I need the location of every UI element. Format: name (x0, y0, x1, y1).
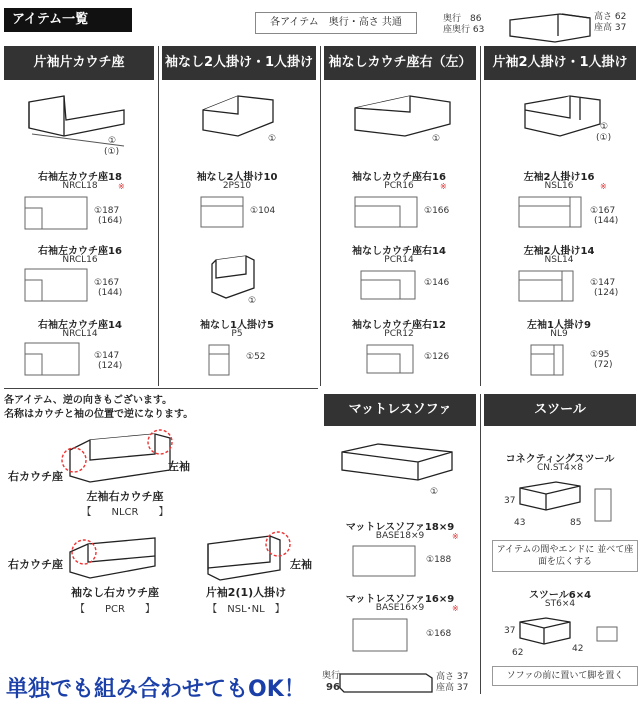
note-mark: ※ (600, 182, 607, 191)
item-code: 2PS10 (222, 181, 252, 191)
stool-description: ソファの前に置いて脚を置く (492, 666, 638, 686)
ref-depth: 奥行 86 (443, 14, 482, 24)
dim-width: ①104 (250, 206, 276, 216)
mattress-depth-value: 96 (326, 682, 340, 693)
item-name: 左袖2人掛け16 (523, 172, 595, 183)
mattress-depth-label: 奥行 (322, 671, 341, 681)
note-mark: ※ (452, 532, 459, 541)
divider (480, 46, 481, 386)
plan-view (24, 268, 88, 302)
col2-header: 袖なし2人掛け・1人掛け (162, 46, 316, 80)
item-name: コネクティングスツール (505, 454, 615, 465)
common-size-note: 各アイテム 奥行・高さ 共通 (255, 12, 417, 34)
circle-one-label: ① (268, 134, 277, 144)
divider (480, 394, 481, 694)
ref-height: 高さ 62 (594, 12, 627, 22)
col4-header: 片袖2人掛け・1人掛け (484, 46, 636, 80)
item-name: 袖なしカウチ座右14 (352, 246, 446, 257)
dim-inner: (144) (98, 288, 123, 298)
example-name: 左袖右カウチ座 (86, 490, 164, 503)
armless-1seat-drawing (206, 254, 266, 310)
dim-width: ①147 (590, 278, 616, 288)
item-name: 袖なしカウチ座右16 (352, 172, 446, 183)
circle-one-label: ① (432, 134, 441, 144)
dim-width: ①52 (246, 352, 266, 362)
note-mark: ※ (440, 182, 447, 191)
circle-one-label: ① (248, 296, 257, 306)
plan-view (200, 196, 244, 228)
example-name: 袖なし右カウチ座 (71, 586, 159, 599)
example-code: 【 NLCR 】 (81, 507, 169, 518)
plan-view (24, 342, 80, 376)
item-code: ST6×4 (544, 599, 576, 609)
mattress-header: マットレスソファ (324, 394, 476, 426)
item-code: BASE16×9 (375, 603, 425, 613)
item-name: 袖なし1人掛け5 (200, 320, 274, 331)
plan-view (596, 626, 618, 642)
plan-view (530, 344, 564, 376)
dim-width: ①95 (590, 350, 610, 360)
reverse-example-sofa1 (60, 430, 180, 490)
armless-couch-drawing (350, 90, 460, 150)
plan-view (352, 545, 416, 577)
stool-height: 37 (504, 626, 516, 636)
dim-width: ①167 (94, 278, 120, 288)
stool-depth: 43 (514, 518, 526, 528)
example-name: 片袖2(1)人掛け (205, 586, 287, 599)
item-name: 左袖1人掛け9 (527, 320, 591, 331)
dim-width: ①126 (424, 352, 450, 362)
item-code: NRCL18 (62, 181, 98, 191)
item-code: BASE18×9 (375, 531, 425, 541)
example-code: 【 NSL･NL 】 (207, 604, 285, 615)
plan-view (360, 270, 416, 300)
plan-view (518, 270, 574, 302)
dim-inner: (124) (98, 361, 123, 371)
callout-left-arm: 左袖 (290, 558, 312, 571)
dim-inner: (72) (594, 360, 613, 370)
item-code: PCR12 (384, 329, 414, 339)
stool-width: 42 (572, 644, 584, 654)
divider (158, 46, 159, 386)
dim-width: ①146 (424, 278, 450, 288)
divider (320, 46, 321, 386)
divider (4, 388, 318, 389)
mattress-side-drawing (336, 668, 436, 698)
circle-one-label: ① (430, 487, 439, 497)
col1-header: 片袖片カウチ座 (4, 46, 154, 80)
stool-width: 85 (570, 518, 582, 528)
mattress-height: 高さ 37 (436, 672, 469, 682)
callout-left-arm: 左袖 (168, 460, 190, 473)
dim-width: ①166 (424, 206, 450, 216)
dim-width: ①188 (426, 555, 452, 565)
item-name: 袖なし2人掛け10 (196, 172, 278, 183)
item-name: マットレスソファ16×9 (345, 594, 455, 605)
slogan: 単独でも組み合わせてもOK！ (6, 677, 306, 702)
item-code: PCR14 (384, 255, 414, 265)
plan-view (366, 344, 414, 374)
dim-width: ①168 (426, 629, 452, 639)
item-code: NRCL14 (62, 329, 98, 339)
circle-one-label: ① (600, 122, 609, 132)
stool-description: アイテムの間やエンドに 並べて座面を広くする (492, 540, 638, 572)
item-name: 右袖左カウチ座16 (38, 246, 122, 257)
mattress-seat-height: 座高 37 (436, 683, 469, 693)
callout-right-couch: 右カウチ座 (8, 470, 63, 483)
stool-height: 37 (504, 496, 516, 506)
dim-inner: (124) (594, 288, 619, 298)
item-name: マットレスソファ18×9 (345, 522, 455, 533)
col3-header: 袖なしカウチ座右（左） (324, 46, 476, 80)
item-name: 左袖2人掛け14 (523, 246, 595, 257)
stool-drawing (516, 614, 576, 650)
item-code: NRCL16 (62, 255, 98, 265)
item-code: NSL14 (544, 255, 574, 265)
plan-view (352, 618, 408, 652)
dim-width: ①187 (94, 206, 120, 216)
note-mark: ※ (452, 604, 459, 613)
item-code: P5 (231, 329, 243, 339)
plan-view (518, 196, 582, 228)
stool-header: スツール (484, 394, 636, 426)
item-code: NSL16 (544, 181, 574, 191)
stool-depth: 62 (512, 648, 524, 658)
plan-view (594, 488, 612, 522)
example-code: 【 PCR 】 (75, 604, 155, 615)
item-name: 右袖左カウチ座18 (38, 172, 122, 183)
circle-one-paren-label: (①) (104, 147, 120, 157)
reverse-example-sofa2 (60, 530, 170, 585)
dim-inner: (164) (98, 216, 123, 226)
mattress-drawing (338, 440, 458, 490)
item-code: NL9 (550, 329, 568, 339)
item-code: PCR16 (384, 181, 414, 191)
ref-seat-height: 座高 37 (594, 23, 627, 33)
reverse-note-line2: 名称はカウチと袖の位置で逆になります。 (4, 409, 194, 420)
connecting-stool-drawing (516, 478, 586, 518)
callout-right-couch: 右カウチ座 (8, 558, 63, 571)
circle-one-paren-label: (①) (596, 133, 612, 143)
ref-seat-depth: 座奥行 63 (443, 25, 485, 35)
dim-inner: (144) (594, 216, 619, 226)
item-name: 袖なしカウチ座右12 (352, 320, 446, 331)
plan-view (208, 344, 230, 376)
item-name: 右袖左カウチ座14 (38, 320, 122, 331)
dim-width: ①147 (94, 351, 120, 361)
reverse-example-sofa3 (200, 530, 290, 585)
reverse-note-line1: 各アイテム、逆の向きもございます。 (4, 395, 173, 406)
item-name: スツール6×4 (528, 590, 592, 601)
couch-sofa-drawing (24, 90, 134, 150)
circle-one-label: ① (108, 136, 117, 146)
reference-sofa-icon (500, 6, 600, 46)
note-mark: ※ (118, 182, 125, 191)
item-code: CN.ST4×8 (536, 463, 584, 473)
plan-view (24, 196, 88, 230)
item-list-tag: アイテム一覧 (4, 8, 132, 32)
plan-view (354, 196, 418, 228)
dim-width: ①167 (590, 206, 616, 216)
